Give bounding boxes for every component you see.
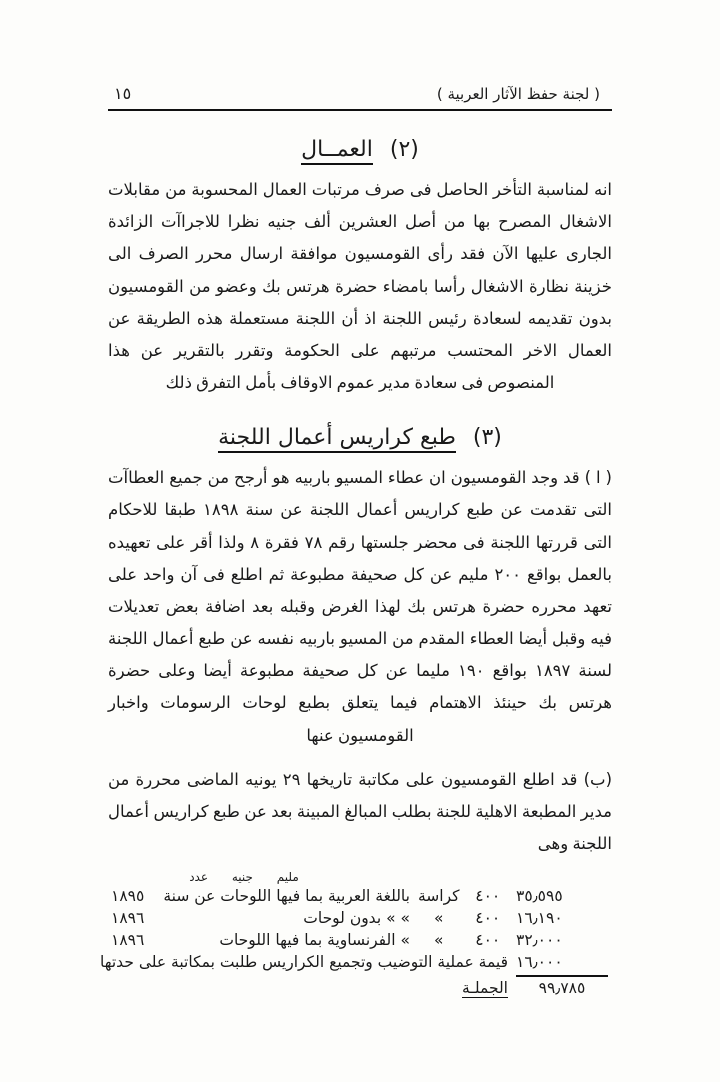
figure-year: ١٨٩٥ [111,887,145,906]
section-2-paragraph-1: انه لمناسبة التأخر الحاصل فى صرف مرتبات العمال المحسوبة من مقابلات الاشغال المصرح بها من أصل العشرين ألف جنيه نظرا للاجراآت الزائدة الجارى عليها الآن فقد رأى القومسيون موافقة ارسال محرر الصرف الى خزينة نظارة الاشغال رأسا بامضاء حضرة هرتس بك وعضو من القومسيون بدون تقديمه لسعادة رئيس اللجنة اذ أن اللجنة مستعملة هذه الطريقة عن العمال الاخر المحتسب مرتبهم على الحكومة وتقرر بالتقرير عن هذا المنصوص فى سعادة مدير عموم الاوقاف بأمل التفرق ذلك [108,180,612,393]
figure-unit: كراسة [417,887,460,906]
section-heading-2 [108,137,612,162]
table-row [96,885,612,907]
table-row [96,907,612,929]
section-number-2: (٢) [389,137,419,162]
unit-millieme: مليم [276,870,299,885]
section-title-3: طبع كراريس أعمال اللجنة [218,425,456,453]
figure-unit: » [434,909,444,928]
figure-qty: ٤٠٠ [475,909,501,928]
figures-units-row [108,870,612,885]
section-number-3: (٣) [472,425,502,451]
section-3-block-b [100,764,613,1000]
figure-desc: باللغة العربية بما فيها اللوحات عن سنة [163,887,410,906]
table-row [96,951,612,973]
section-3-paragraph-a: ( ا ) قد وجد القومسيون ان عطاء المسيو باربيه هو أرجح من جميع العطاآت التى تقدمت عن طبع كراريس أعمال اللجنة عن سنة ١٨٩٨ طبقا للاحكام التى قررتها اللجنة فى محضر جلستها رقم ٧٨ فقرة ٨ ولذا أقر على تعهيده بالعمل بواقع ٢٠٠ مليم عن كل صحيفة مطبوعة ثم اطلع فى آن واحد على تعهد محرره حضرة هرتس بك لهذا الغرض وقبله بعد اضافة بعض تعديلات فيه وقبل أيضا العطاء المقدم من المسيو باربيه نفسه عن طبع أعمال اللجنة لسنة ١٨٩٧ بواقع ١٩٠ مليما عن كل صحيفة مطبوعة أيضا وعلى حضرة هرتس بك حينئذ الاهتمام فيما يتعلق بطبع لوحات الرسومات واخبار القومسيون عنها [108,468,612,745]
section-heading-3 [108,425,612,450]
unit-count: عدد [189,870,209,885]
section-title-2: العمــال [301,137,373,165]
section-3-paragraph-b: (ب) قد اطلع القومسيون على مكاتبة تاريخها ٢٩ يونيه الماضى محررة من مدير المطبعة الاهلية للجنة بطلب المبالغ المبينة بعد عن طبع كراريس أعمال اللجنة وهى [108,769,613,854]
header-rule [108,109,612,111]
total-label: الجملـة [462,979,508,998]
figure-amount: ١٦٫٠٠٠ [516,953,563,972]
running-head [108,84,612,103]
figure-amount: ٣٥٫٥٩٥ [516,887,563,906]
table-total-row [96,973,612,999]
total-amount: ٩٩٫٧٨٥ [516,975,608,997]
figure-desc: » الفرنساوية بما فيها اللوحات [219,931,410,950]
figure-year: ١٨٩٦ [111,931,145,950]
page-content [100,84,613,999]
figures-table [96,885,612,999]
figure-qty: ٤٠٠ [475,931,501,950]
figure-qty: ٤٠٠ [475,887,501,906]
figure-desc: قيمة عملية التوضيب وتجميع الكراريس طلبت بمكاتبة على حدتها [100,953,508,972]
total-amount-cell [512,973,612,999]
figure-year: ١٨٩٦ [111,909,145,928]
figure-desc: » » بدون لوحات [303,909,410,928]
table-row [96,929,612,951]
figure-amount: ٣٢٫٠٠٠ [516,931,563,950]
page-number: ١٥ [114,84,132,103]
unit-pound: جنيه [231,870,253,885]
total-label-cell [96,973,512,999]
running-title: ( لجنة حفظ الآثار العربية ) [436,85,600,103]
figure-amount: ١٦٫١٩٠ [516,909,563,928]
figure-unit: » [434,931,444,950]
